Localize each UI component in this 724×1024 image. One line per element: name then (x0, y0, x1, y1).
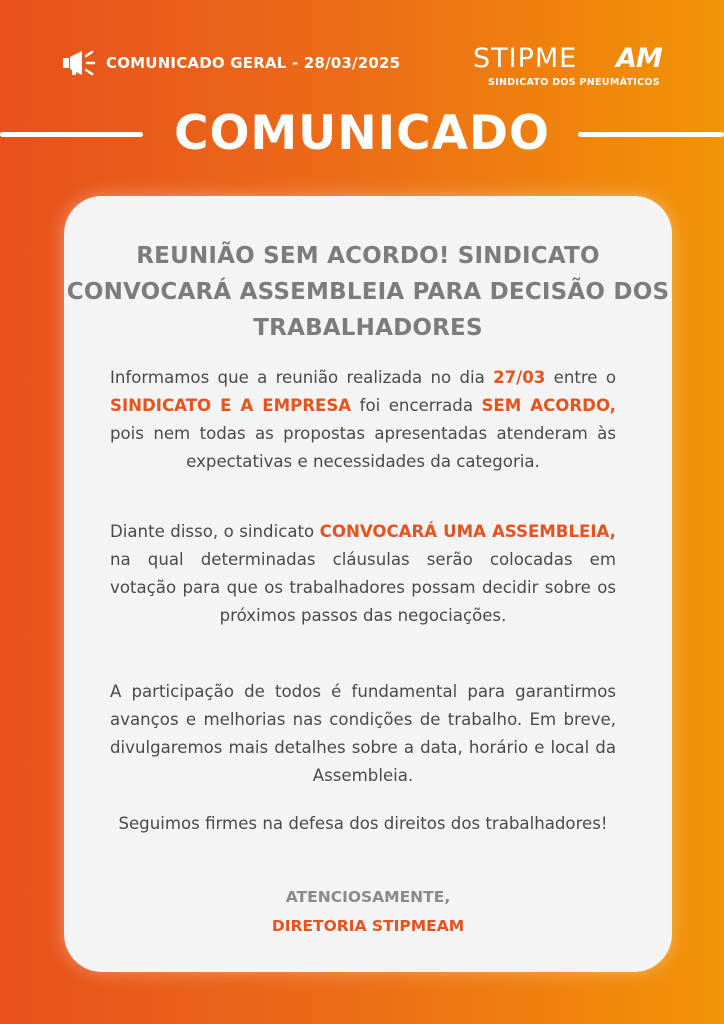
p1-highlight-date: 27/03 (493, 368, 546, 387)
stipmeam-logo (473, 44, 673, 92)
paragraph-3: A participação de todos é fundamental para garantirmos avanços e melhorias nas condições de trabalho. Em breve, divulgaremos mais detalhes sobre a data, horário e local da Assembleia. (110, 682, 616, 785)
p2-highlight-assembly: CONVOCARÁ UMA ASSEMBLEIA, (319, 522, 616, 541)
header-bar (62, 48, 400, 78)
logo-main-text: STIPME (473, 43, 578, 74)
p2-text-2: na qual determinadas cláusulas serão colocadas em votação para que os trabalhadores possam decidir sobre os próximos passos das negociações. (110, 550, 616, 625)
headline: REUNIÃO SEM ACORDO! SINDICATO CONVOCARÁ ASSEMBLEIA PARA DECISÃO DOS TRABALHADORES (66, 243, 670, 341)
p2-text-1: Diante disso, o sindicato (110, 522, 320, 541)
header-title: COMUNICADO GERAL - 28/03/2025 (106, 54, 401, 72)
logo-am-text: AM (616, 43, 662, 74)
p1-text-3: foi encerrada (351, 396, 482, 415)
divider-right (578, 132, 724, 137)
paragraph-1 (110, 364, 616, 476)
signature-board: DIRETORIA STIPMEAM (271, 917, 465, 935)
megaphone-icon (62, 48, 96, 78)
p1-text-1: Informamos que a reunião realizada no dia (110, 368, 494, 387)
sign-off: ATENCIOSAMENTE, (285, 888, 451, 906)
paragraph-2 (110, 518, 616, 630)
announcement-card (64, 196, 672, 972)
paragraph-4: Seguimos firmes na defesa dos direitos dos trabalhadores! (118, 814, 608, 833)
page-title: COMUNICADO (173, 106, 551, 161)
p1-text-2: entre o (545, 368, 616, 387)
p1-highlight-no-agreement: SEM ACORDO, (481, 396, 616, 415)
logo-subtitle: SINDICATO DOS PNEUMÁTICOS (488, 77, 660, 88)
p1-text-4: pois nem todas as propostas apresentadas atenderam às expectativas e necessidades da categoria. (110, 424, 616, 471)
p1-highlight-parties: SINDICATO E A EMPRESA (110, 396, 352, 415)
